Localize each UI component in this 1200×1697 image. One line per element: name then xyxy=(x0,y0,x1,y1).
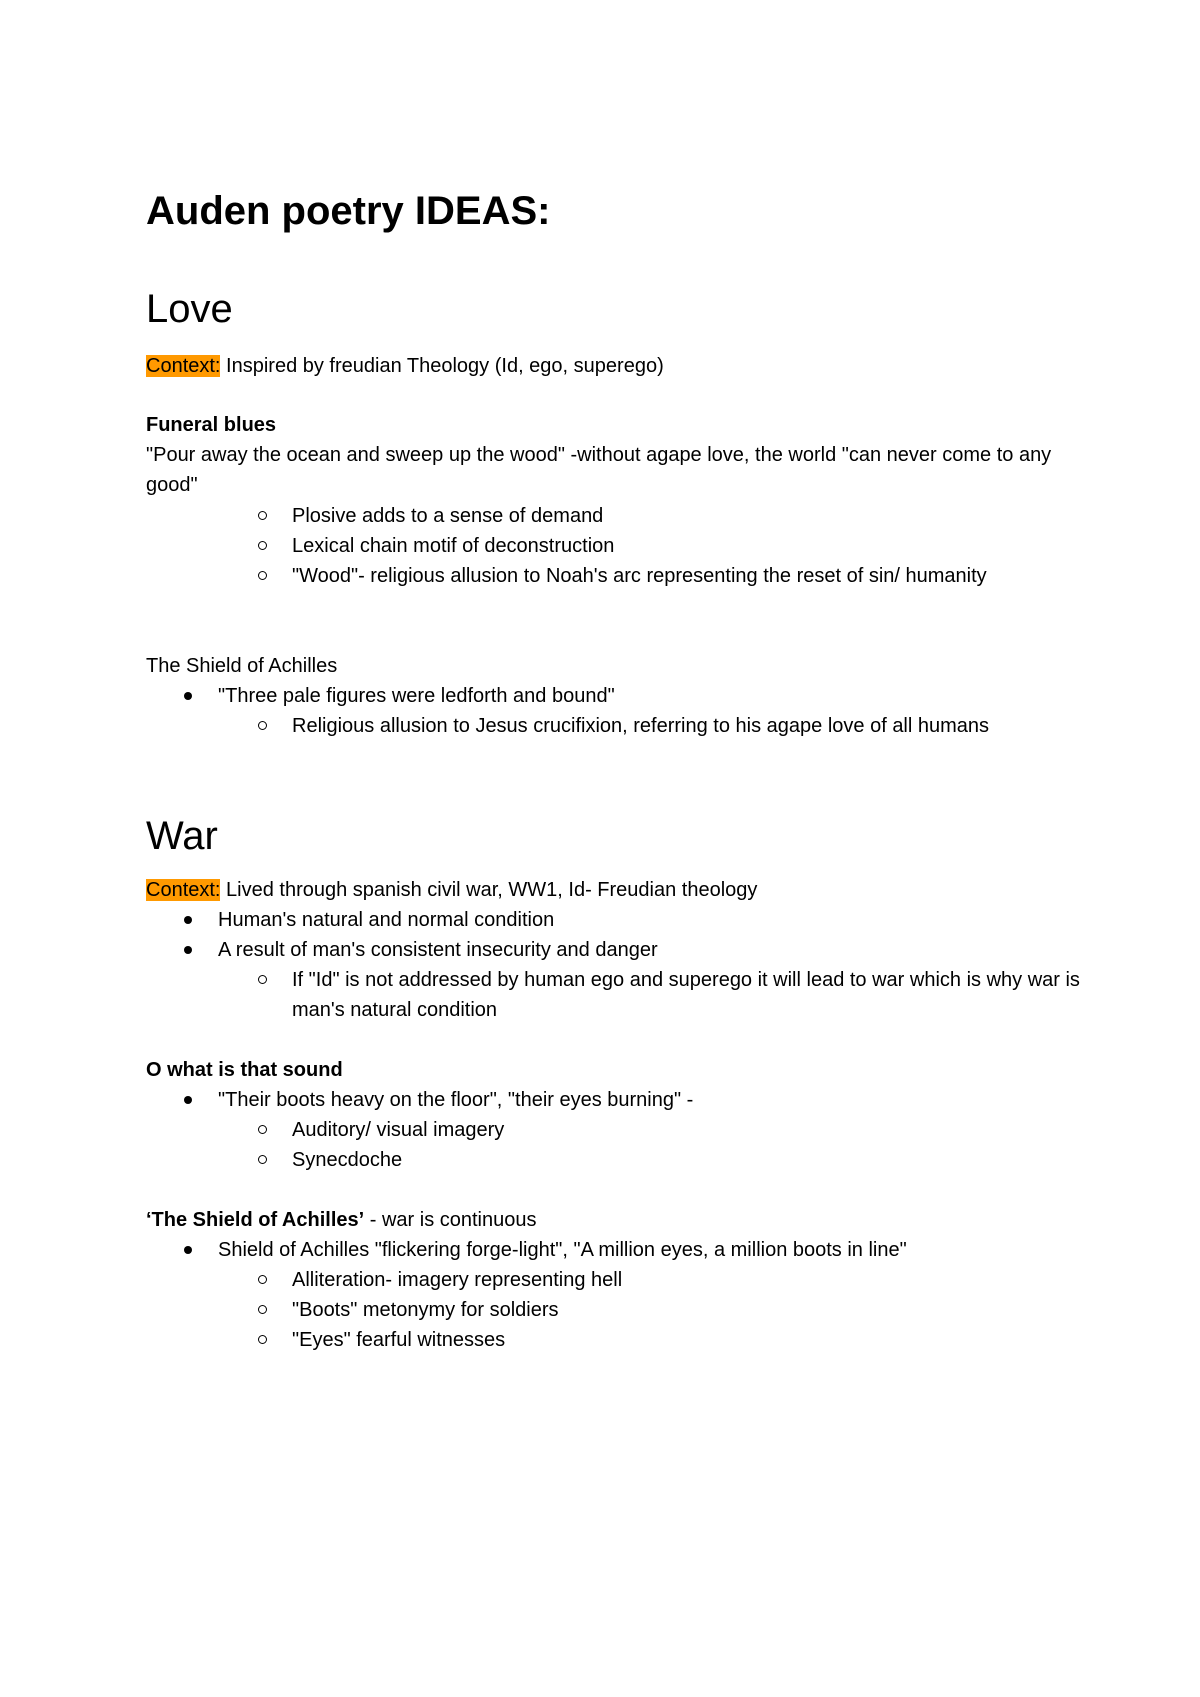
list-item: Alliteration- imagery representing hell xyxy=(292,1265,1092,1295)
hollow-bullet-icon xyxy=(258,541,267,550)
sound-title: O what is that sound xyxy=(146,1059,343,1081)
bullet-icon xyxy=(184,916,192,924)
list-item: Lexical chain motif of deconstruction xyxy=(292,531,1092,561)
section-heading-love: Love xyxy=(146,287,233,331)
context-highlight: Context: xyxy=(146,879,221,901)
war-context xyxy=(146,875,757,905)
list-item: Shield of Achilles "flickering forge-light", "A million eyes, a million boots in line" xyxy=(218,1235,907,1265)
hollow-bullet-icon xyxy=(258,571,267,580)
hollow-bullet-icon xyxy=(258,511,267,520)
hollow-bullet-icon xyxy=(258,1335,267,1344)
section-heading-war: War xyxy=(146,814,218,858)
context-highlight: Context: xyxy=(146,355,221,377)
list-item: Synecdoche xyxy=(292,1145,1092,1175)
list-item: If "Id" is not addressed by human ego and superego it will lead to war which is why war is man's natural condition xyxy=(292,965,1092,1025)
hollow-bullet-icon xyxy=(258,1125,267,1134)
list-item: Plosive adds to a sense of demand xyxy=(292,501,1092,531)
hollow-bullet-icon xyxy=(258,1305,267,1314)
list-item: "Their boots heavy on the floor", "their eyes burning" - xyxy=(218,1085,693,1115)
hollow-bullet-icon xyxy=(258,1155,267,1164)
list-item: Human's natural and normal condition xyxy=(218,905,554,935)
funeral-blues-title: Funeral blues xyxy=(146,414,277,436)
list-item: Religious allusion to Jesus crucifixion, referring to his agape love of all humans xyxy=(292,711,1092,741)
shield-war-title: ‘The Shield of Achilles’ - war is continuous xyxy=(146,1209,537,1231)
hollow-bullet-icon xyxy=(258,1275,267,1284)
list-item: "Three pale figures were ledforth and bound" xyxy=(218,681,615,711)
bullet-icon xyxy=(184,1096,192,1104)
love-context xyxy=(146,351,664,381)
funeral-blues-quote: "Pour away the ocean and sweep up the wood" -without agape love, the world "can never come to any good" xyxy=(146,444,1052,496)
hollow-bullet-icon xyxy=(258,721,267,730)
shield-love-title: The Shield of Achilles xyxy=(146,655,338,677)
page-title: Auden poetry IDEAS: xyxy=(146,189,551,233)
hollow-bullet-icon xyxy=(258,975,267,984)
bullet-icon xyxy=(184,1246,192,1254)
list-item: A result of man's consistent insecurity and danger xyxy=(218,935,658,965)
love-context-text: Inspired by freudian Theology (Id, ego, superego) xyxy=(220,355,664,377)
list-item: "Wood"- religious allusion to Noah's arc representing the reset of sin/ humanity xyxy=(292,561,1092,591)
list-item: "Eyes" fearful witnesses xyxy=(292,1325,1092,1355)
list-item: "Boots" metonymy for soldiers xyxy=(292,1295,1092,1325)
bullet-icon xyxy=(184,946,192,954)
list-item: Auditory/ visual imagery xyxy=(292,1115,1092,1145)
bullet-icon xyxy=(184,692,192,700)
war-context-text: Lived through spanish civil war, WW1, Id- Freudian theology xyxy=(220,879,758,901)
